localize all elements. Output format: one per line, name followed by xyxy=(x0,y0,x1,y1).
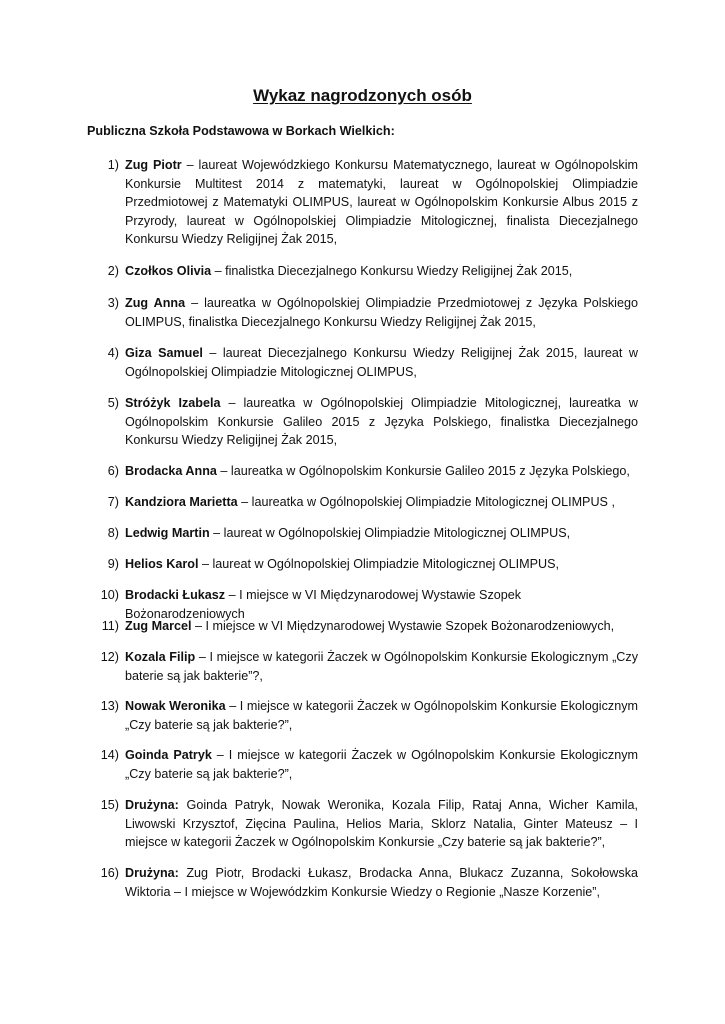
item-text xyxy=(125,394,638,450)
item-number: 7) xyxy=(107,495,119,509)
awardee-name: Zug Marcel xyxy=(125,619,192,633)
item-text xyxy=(125,294,638,331)
item-number: 15) xyxy=(100,798,119,812)
item-number: 14) xyxy=(100,748,119,762)
item-text xyxy=(125,156,638,249)
item-number: 9) xyxy=(107,557,119,571)
award-description: – I miejsce w kategorii Żaczek w Ogólnopolskim Konkursie Ekologicznym „Czy baterie są jak bakterie?”, xyxy=(125,748,638,781)
awardee-name: Helios Karol xyxy=(125,557,199,571)
award-description: – finalistka Diecezjalnego Konkursu Wiedzy Religijnej Żak 2015, xyxy=(211,264,573,278)
item-number: 1) xyxy=(107,158,119,172)
team-label: Drużyna: xyxy=(125,866,179,880)
awardee-name: Nowak Weronika xyxy=(125,699,226,713)
awardee-name: Zug Piotr xyxy=(125,158,182,172)
award-description: – I miejsce w VI Międzynarodowej Wystawie Szopek Bożonarodzeniowych xyxy=(125,588,522,621)
item-text xyxy=(125,493,638,512)
item-number: 16) xyxy=(100,866,119,880)
school-heading: Publiczna Szkoła Podstawowa w Borkach Wielkich: xyxy=(87,124,395,138)
item-text xyxy=(125,648,638,685)
award-description: – laureatka w Ogólnopolskiej Olimpiadzie Mitologicznej OLIMPUS , xyxy=(237,495,615,509)
item-number: 8) xyxy=(107,526,119,540)
item-number: 4) xyxy=(107,346,119,360)
item-number: 5) xyxy=(107,396,119,410)
award-description: – I miejsce w VI Międzynarodowej Wystawie Szopek Bożonarodzeniowych, xyxy=(191,619,615,633)
item-number: 13) xyxy=(100,699,119,713)
awardee-name: Goinda Patryk xyxy=(125,748,212,762)
item-number: 6) xyxy=(107,464,119,478)
team-label: Drużyna: xyxy=(125,798,179,812)
award-description: – laureat Diecezjalnego Konkursu Wiedzy Religijnej Żak 2015, laureat w Ogólnopolskiej Olimpiadzie Mitologicznej OLIMPUS, xyxy=(125,346,638,379)
awardee-name: Zug Anna xyxy=(125,296,186,310)
awardee-name: Kandziora Marietta xyxy=(125,495,238,509)
document-title: Wykaz nagrodzonych osób xyxy=(253,86,472,105)
item-text xyxy=(125,462,638,481)
awardee-name: Stróżyk Izabela xyxy=(125,396,221,410)
award-description: Goinda Patryk, Nowak Weronika, Kozala Filip, Rataj Anna, Wicher Kamila, Liwowski Krzysztof, Zięcina Paulina, Helios Maria, Sklorz Natalia, Ginter Mateusz – I miejsce w kategorii Żaczek w Ogólnopolskim Konkursie „Czy baterie są jak bakterie?”, xyxy=(125,798,638,849)
award-description: – laureatka w Ogólnopolskim Konkursie Galileo 2015 z Języka Polskiego, xyxy=(216,464,630,478)
award-description: Zug Piotr, Brodacki Łukasz, Brodacka Anna, Blukacz Zuzanna, Sokołowska Wiktoria – I miejsce w Wojewódzkim Konkursie Wiedzy o Regionie „Nasze Korzenie”, xyxy=(125,866,638,899)
award-description: – laureatka w Ogólnopolskiej Olimpiadzie Mitologicznej, laureatka w Ogólnopolskim Konkursie Galileo 2015 z Języka Polskiego, finalistka Diecezjalnego Konkursu Wiedzy Religijnej Żak 2015, xyxy=(125,396,638,447)
item-text xyxy=(125,555,638,574)
award-description: – laureat Wojewódzkiego Konkursu Matematycznego, laureat w Ogólnopolskim Konkursie Multitest 2014 z matematyki, laureat w Ogólnopolskiej Olimpiadzie Przedmiotowej z Matematyki OLIMPUS, laureat w Ogólnopolskim Konkursie Albus 2015 z Przyrody, laureat w Ogólnopolskiej Olimpiadzie Mitologicznej, finalista Diecezjalnego Konkursu Wiedzy Religijnej Żak 2015, xyxy=(125,158,638,246)
item-number: 11) xyxy=(101,619,119,633)
item-text xyxy=(125,796,638,852)
award-description: – laureat w Ogólnopolskiej Olimpiadzie Mitologicznej OLIMPUS, xyxy=(198,557,559,571)
awardee-name: Czołkos Olivia xyxy=(125,264,212,278)
award-description: – I miejsce w kategorii Żaczek w Ogólnopolskim Konkursie Ekologicznym „Czy baterie są jak bakterie?”, xyxy=(125,699,638,732)
item-text xyxy=(125,746,638,783)
awardee-name: Giza Samuel xyxy=(125,346,203,360)
item-number: 10) xyxy=(100,588,119,602)
award-description: – I miejsce w kategorii Żaczek w Ogólnopolskim Konkursie Ekologicznym „Czy baterie są jak bakterie”?, xyxy=(125,650,638,683)
item-text xyxy=(125,524,638,543)
item-number: 3) xyxy=(107,296,119,310)
item-number: 12) xyxy=(100,650,119,664)
awardee-name: Ledwig Martin xyxy=(125,526,210,540)
awardee-name: Brodacki Łukasz xyxy=(125,588,226,602)
item-text xyxy=(125,697,638,734)
award-description: – laureat w Ogólnopolskiej Olimpiadzie Mitologicznej OLIMPUS, xyxy=(209,526,571,540)
item-number: 2) xyxy=(107,264,119,278)
award-description: – laureatka w Ogólnopolskiej Olimpiadzie Przedmiotowej z Języka Polskiego OLIMPUS, finalistka Diecezjalnego Konkursu Wiedzy Religijnej Żak 2015, xyxy=(125,296,638,329)
awardee-name: Kozala Filip xyxy=(125,650,196,664)
awardee-name: Brodacka Anna xyxy=(125,464,217,478)
item-text xyxy=(125,864,638,901)
item-text xyxy=(125,344,638,381)
item-text xyxy=(125,262,638,281)
item-text xyxy=(125,617,638,636)
